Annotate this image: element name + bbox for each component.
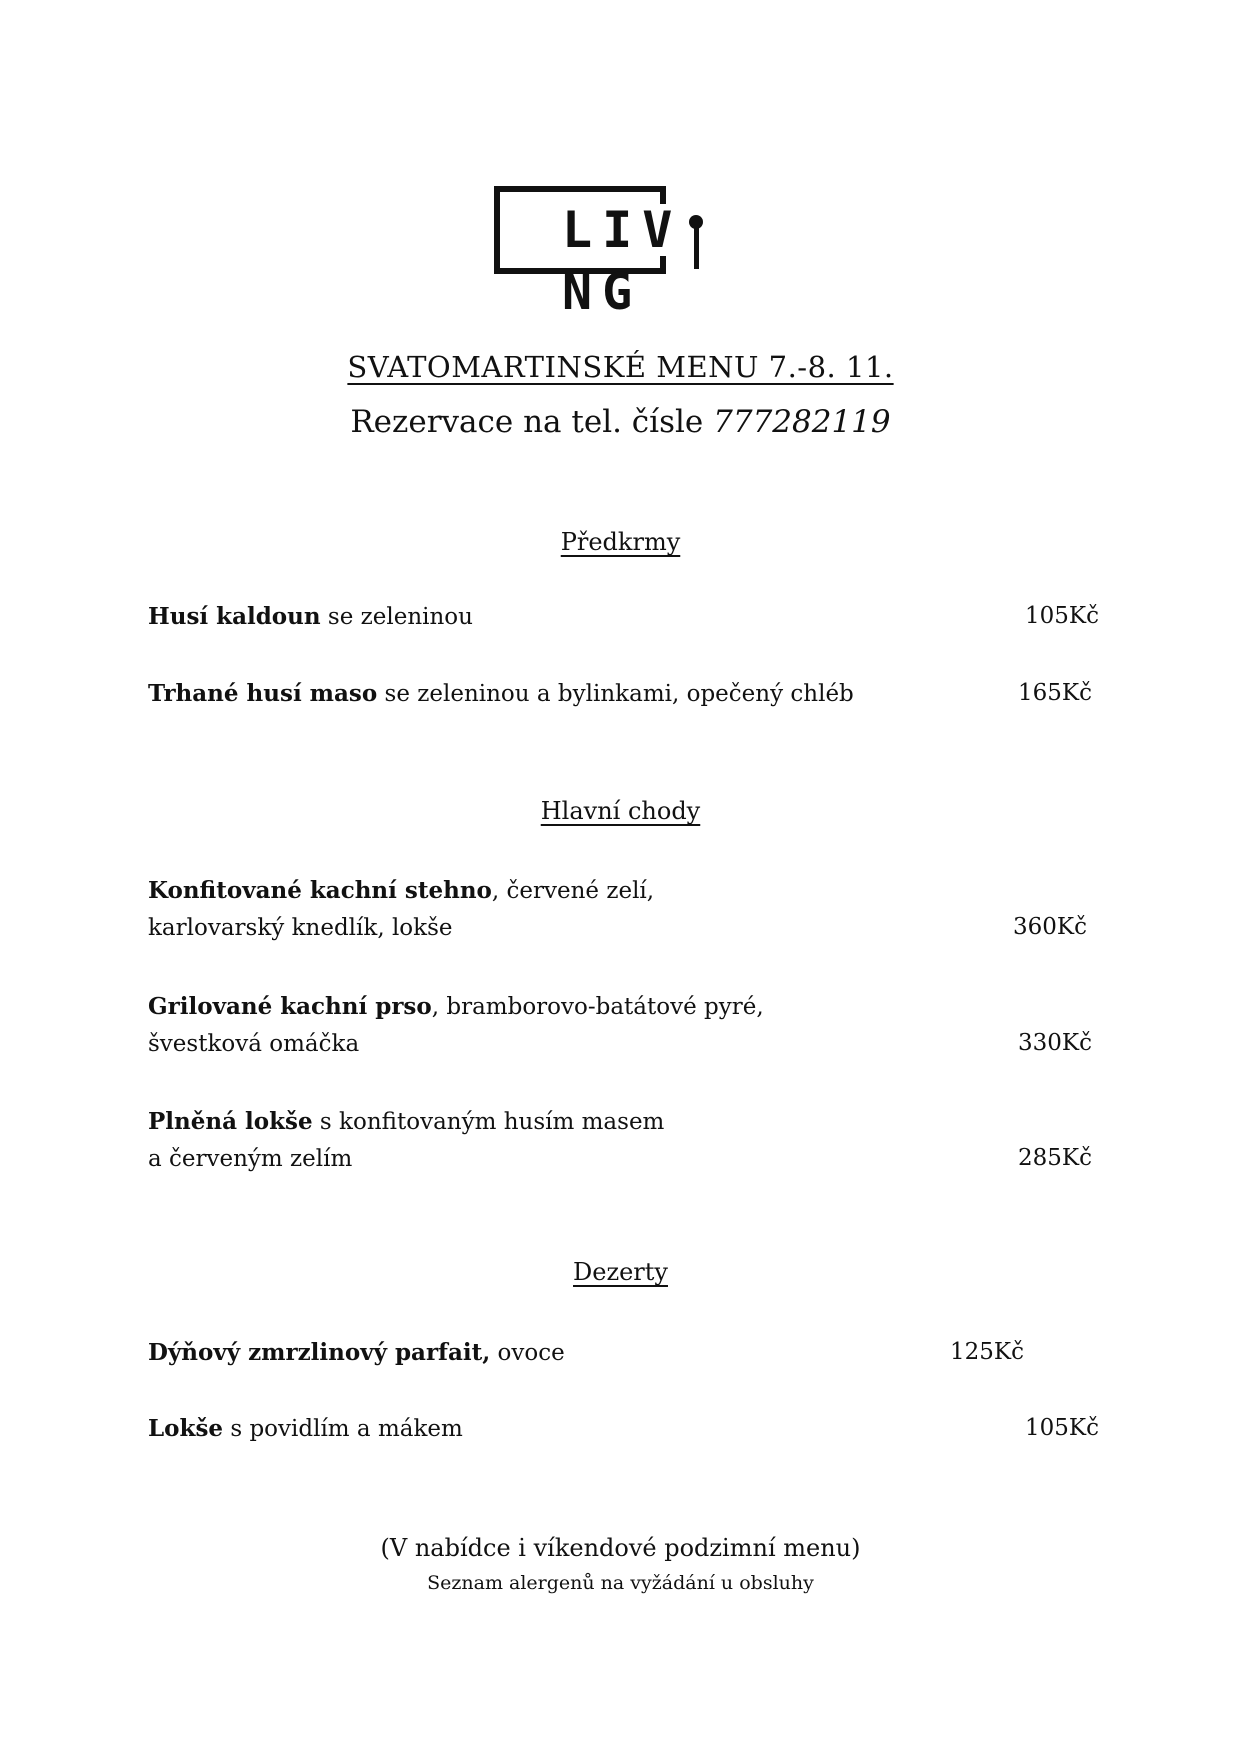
item-price: 105Kč [1025, 1415, 1099, 1441]
item-desc: , červené zelí, [491, 878, 655, 904]
item-name: Lokše [148, 1415, 224, 1442]
item-desc-line2: a červeným zelím [148, 1146, 353, 1172]
item-price: 125Kč [950, 1339, 1024, 1365]
menu-item [148, 1103, 1088, 1178]
item-name: Konfitované kachní stehno [148, 877, 492, 904]
item-name: Trhané husí maso [148, 680, 378, 707]
item-price: 330Kč [1018, 1030, 1092, 1056]
item-desc: s konfitovaným husím masem [312, 1109, 665, 1135]
section-heading-starters: Předkrmy [560, 528, 681, 556]
item-name: Husí kaldoun [148, 603, 321, 630]
menu-item [148, 675, 1088, 713]
menu-item [148, 598, 1088, 636]
menu-title: SVATOMARTINSKÉ MENU 7.-8. 11. [347, 350, 894, 384]
item-desc: se zeleninou a bylinkami, opečený chléb [377, 681, 854, 707]
section-heading-mains: Hlavní chody [540, 797, 701, 825]
logo-text-left: LIV [562, 201, 683, 259]
item-price: 360Kč [1013, 914, 1087, 940]
living-logo [494, 186, 754, 321]
menu-item [148, 1410, 1088, 1448]
spoon-icon [682, 211, 712, 261]
item-name: Dýňový zmrzlinový parfait, [148, 1339, 491, 1366]
reservation-phone: 777282119 [713, 404, 891, 440]
item-desc: , bramborovo-batátové pyré, [431, 994, 764, 1020]
item-name: Grilované kachní prso [148, 993, 432, 1020]
item-desc: ovoce [490, 1340, 565, 1366]
reservation-line [0, 404, 1241, 440]
allergens-note: Seznam alergenů na vyžádání u obsluhy [427, 1572, 814, 1594]
item-price: 285Kč [1018, 1145, 1092, 1171]
item-desc-line2: karlovarský knedlík, lokše [148, 915, 453, 941]
section-heading-desserts: Dezerty [573, 1258, 668, 1286]
reservation-text: Rezervace na tel. čísle [350, 404, 714, 440]
logo-wordmark [562, 199, 754, 323]
item-desc-line2: švestková omáčka [148, 1031, 360, 1057]
logo-text-right: NG [562, 263, 643, 321]
item-price: 165Kč [1018, 680, 1092, 706]
menu-item [148, 872, 1088, 947]
item-name: Plněná lokše [148, 1108, 313, 1135]
menu-item [148, 1334, 1088, 1372]
footer-note: (V nabídce i víkendové podzimní menu) [380, 1534, 861, 1562]
item-desc: s povidlím a mákem [223, 1416, 463, 1442]
menu-item [148, 988, 1088, 1063]
item-price: 105Kč [1025, 603, 1099, 629]
item-desc: se zeleninou [320, 604, 473, 630]
